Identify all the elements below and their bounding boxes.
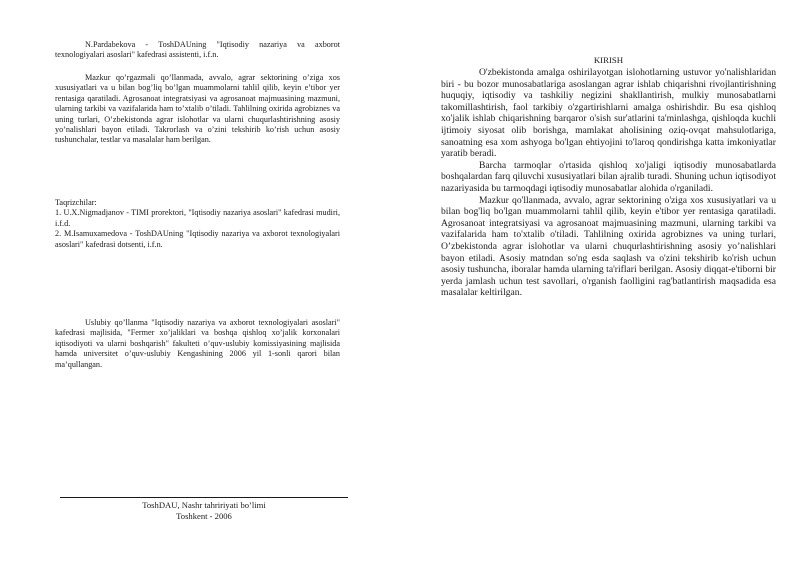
intro-paragraph: Mazkur qo'llanmada, avvalo, agrar sektorining o'ziga xos xususiyatlari va u bilan bog'liq bo'lgan muammolarni tahlil qilib, keyin e'tibor yer rentasiga qaratiladi. Agrosanoat integratsiyasi va agrosanoat majmuasining mazmuni, ularning tarkibi va vazifalarida ham to'xtalib o'tiladi. Tahlilning oxirida agrobiznes va uning turlari, O’zbekistonda agrar islohotlar va ularni chuqurlashtirishning asosiy yo’nalishlari bayon etiladi. Asosiy matndan so'ng esda saqlash va o'zini tekshirib ko'rish uchun asosiy tushuncha, iboralar hamda ularning ta'riflari berilgan. Asosiy diqqat-e'tiborni bir yerda jamlash uchun test savollari, o'rganish faolligini rag'batlantirish maqsadida esa masalalar keltirilgan. <box>441 194 776 299</box>
author-info <box>55 40 340 61</box>
reviewer-item: 2. M.Isamuxamedova - ToshDAUning "Iqtisodiy nazariya va axborot texnologiyalari asoslari" kafedrasi dotsenti, i.f.n. <box>55 229 340 249</box>
reviewers-heading: Taqrizchilar: <box>55 198 97 207</box>
reviewers-block <box>55 198 340 250</box>
approval-text: Uslubiy qo’llanma "Iqtisodiy nazariya va axborot texnologiyalari asoslari" kafedrasi majlisida, "Fermer xo’jaliklari va boshqa qishloq xo’jalik korxonalari iqtisodiyoti va ularni boshqarish" fakulteti o’quv-uslubiy komissiyasining majlisida hamda universitet o’quv-uslubiy Kengashining 2006 yil 1-sonli qarori bilan ma’qullangan. <box>55 318 340 369</box>
footer-divider <box>60 497 348 498</box>
author-text: N.Pardabekova - ToshDAUning "Iqtisodiy nazariya va axborot texnologiyalari asoslari" kafedrasi assistenti, i.f.n. <box>55 40 340 60</box>
summary-block <box>55 73 340 146</box>
footer-city-year: Toshkent - 2006 <box>176 511 232 521</box>
summary-text: Mazkur qo’rgazmali qo’llanmada, avvalo, agrar sektorining o’ziga xos xususiyatlari va u bilan bog’liq bo’lgan muammolarni tahlil qilib, keyin e’tibor yer rentasiga qaratiladi. Agrosanoat integratsiyasi va agrosanoat majmuasining mazmuni, ularning tarkibi va vazifalarida ham to’xtalib o’tiladi. Tahlilning oxirida agrobiznes va uning turlari, O’zbekistonda agrar islohotlar va ularni chuqurlashtirishning asosiy yo’nalishlari bayon etiladi. Takrorlash va o’zini tekshirib ko’rish uchun asosiy tushunchalar, testlar va masalalar ham berilgan. <box>55 73 340 145</box>
section-title: KIRISH <box>593 55 624 65</box>
approval-block <box>55 318 340 370</box>
footer-publisher: ToshDAU, Nashr tahririyati bo’limi <box>142 500 266 510</box>
intro-paragraph: Barcha tarmoqlar o'rtasida qishloq xo'jaligi iqtisodiy munosabatlarda boshqalardan farq qiluvchi xususiyatlari bilan ajralib turadi. Shuning uchun iqtisodiyot nazariyasida bu tarmoqdagi iqtisodiy munosabatlar alohida o'rganiladi. <box>441 159 776 194</box>
introduction-body <box>441 67 776 299</box>
reviewer-item: 1. U.X.Nigmadjanov - TIMI prorektori, "Iqtisodiy nazariya asoslari" kafedrasi mudiri, i.f.d. <box>55 208 340 228</box>
intro-paragraph: O'zbekistonda amalga oshirilayotgan islohotlarning ustuvor yo'nalishlaridan biri - bu bozor munosabatlariga asoslangan agrar ishlab chiqarishni rivojlantirishning huquqiy, iqtisodiy va tashkiliy negizini shakllantirish, mulkiy munosabatlarni takomillashtirish, faol tarkibiy o'zgartirishlarni amalga oshirishdir. Bu esa qishloq xo'jalik ishlab chiqarishning barqaror o'sish sur'atlarini ta'minlashga, qishloqda kuchli ijtimoiy siyosat olib borishga, mamlakat aholisining oziq-ovqat mahsulotlariga, sanoatning esa xom ashyoga bo'lgan ehtiyojini to'laroq qondirishga katta imkoniyatlar yaratib beradi. <box>441 67 776 160</box>
